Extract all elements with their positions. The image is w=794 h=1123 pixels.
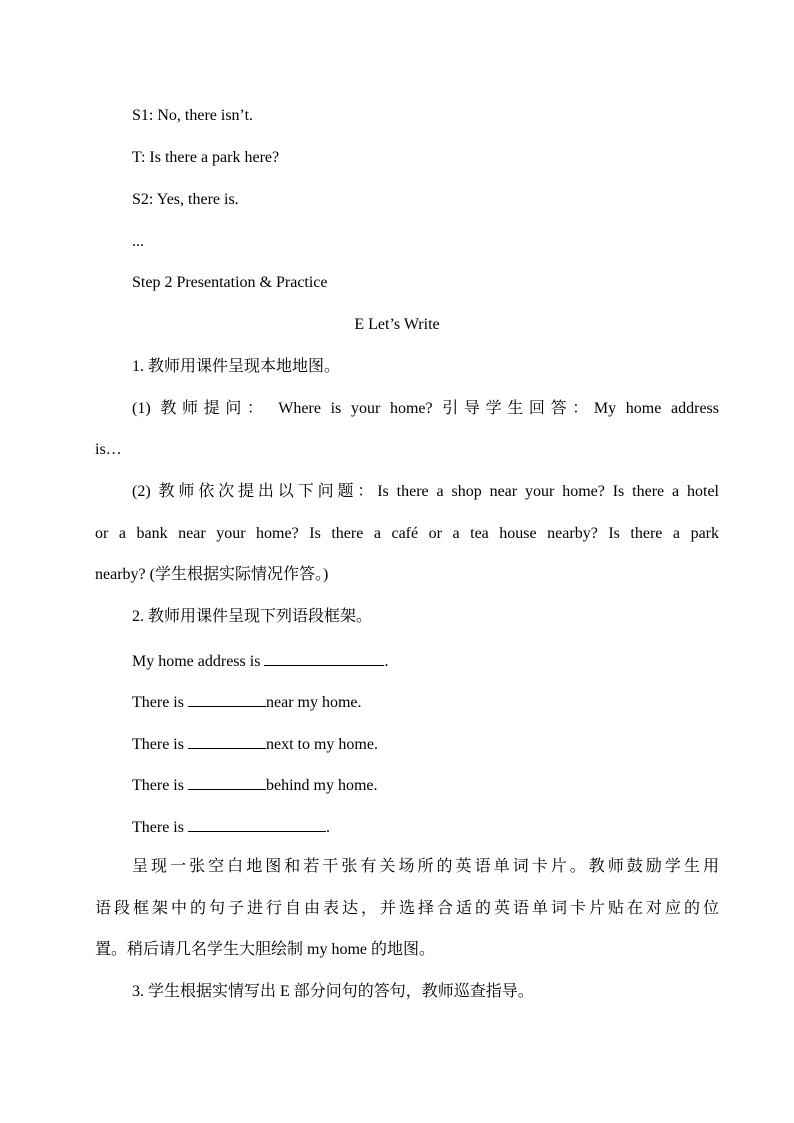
frame-text-before: There is <box>132 777 188 794</box>
frame-text-after: . <box>325 819 330 836</box>
item1-sub1-line2: is… <box>95 441 122 458</box>
dialogue-line-2: T: Is there a park here? <box>132 149 280 166</box>
dialogue-line-3: S2: Yes, there is. <box>132 191 239 208</box>
fill-in-blank <box>188 773 266 790</box>
item1-sub2-line3: nearby? (学生根据实际情况作答。) <box>95 566 329 583</box>
frame-line-5 <box>132 815 330 838</box>
frame-text-after: near my home. <box>265 694 362 711</box>
item1-sub2-line1: (2) 教师依次提出以下问题：Is there a shop near your home? Is there a hotel <box>132 483 719 500</box>
dialogue-ellipsis: ... <box>132 233 144 250</box>
frame-text-after: next to my home. <box>265 736 378 753</box>
dialogue-line-1: S1: No, there isn’t. <box>132 107 254 124</box>
frame-line-1 <box>132 649 388 672</box>
frame-text-after: . <box>384 653 389 670</box>
frame-text-before: My home address is <box>132 653 265 670</box>
frame-text-after: behind my home. <box>265 777 378 794</box>
item3-heading: 3. 学生根据实情写出 E 部分问句的答句，教师巡查指导。 <box>132 983 534 1000</box>
item2-para-line1: 呈现一张空白地图和若干张有关场所的英语单词卡片。教师鼓励学生用 <box>132 858 719 875</box>
item1-heading: 1. 教师用课件呈现本地地图。 <box>132 358 341 375</box>
fill-in-blank <box>188 815 326 832</box>
section-title: E Let’s Write <box>354 316 440 333</box>
frame-line-2 <box>132 690 362 713</box>
item2-para-line3: 置。稍后请几名学生大胆绘制 my home 的地图。 <box>95 941 435 958</box>
step-heading: Step 2 Presentation & Practice <box>132 274 328 291</box>
fill-in-blank <box>264 649 384 666</box>
item1-sub1-line1: (1) 教师提问： Where is your home? 引导学生回答：My home address <box>132 400 719 417</box>
fill-in-blank <box>188 732 266 749</box>
item2-heading: 2. 教师用课件呈现下列语段框架。 <box>132 608 373 625</box>
frame-text-before: There is <box>132 736 188 753</box>
frame-line-3 <box>132 732 378 755</box>
item2-para-line2: 语段框架中的句子进行自由表达，并选择合适的英语单词卡片贴在对应的位 <box>95 900 719 917</box>
item1-sub2-line2: or a bank near your home? Is there a café or a tea house nearby? Is there a park <box>95 525 719 542</box>
frame-line-4 <box>132 773 378 796</box>
frame-text-before: There is <box>132 819 188 836</box>
fill-in-blank <box>188 690 266 707</box>
frame-text-before: There is <box>132 694 188 711</box>
